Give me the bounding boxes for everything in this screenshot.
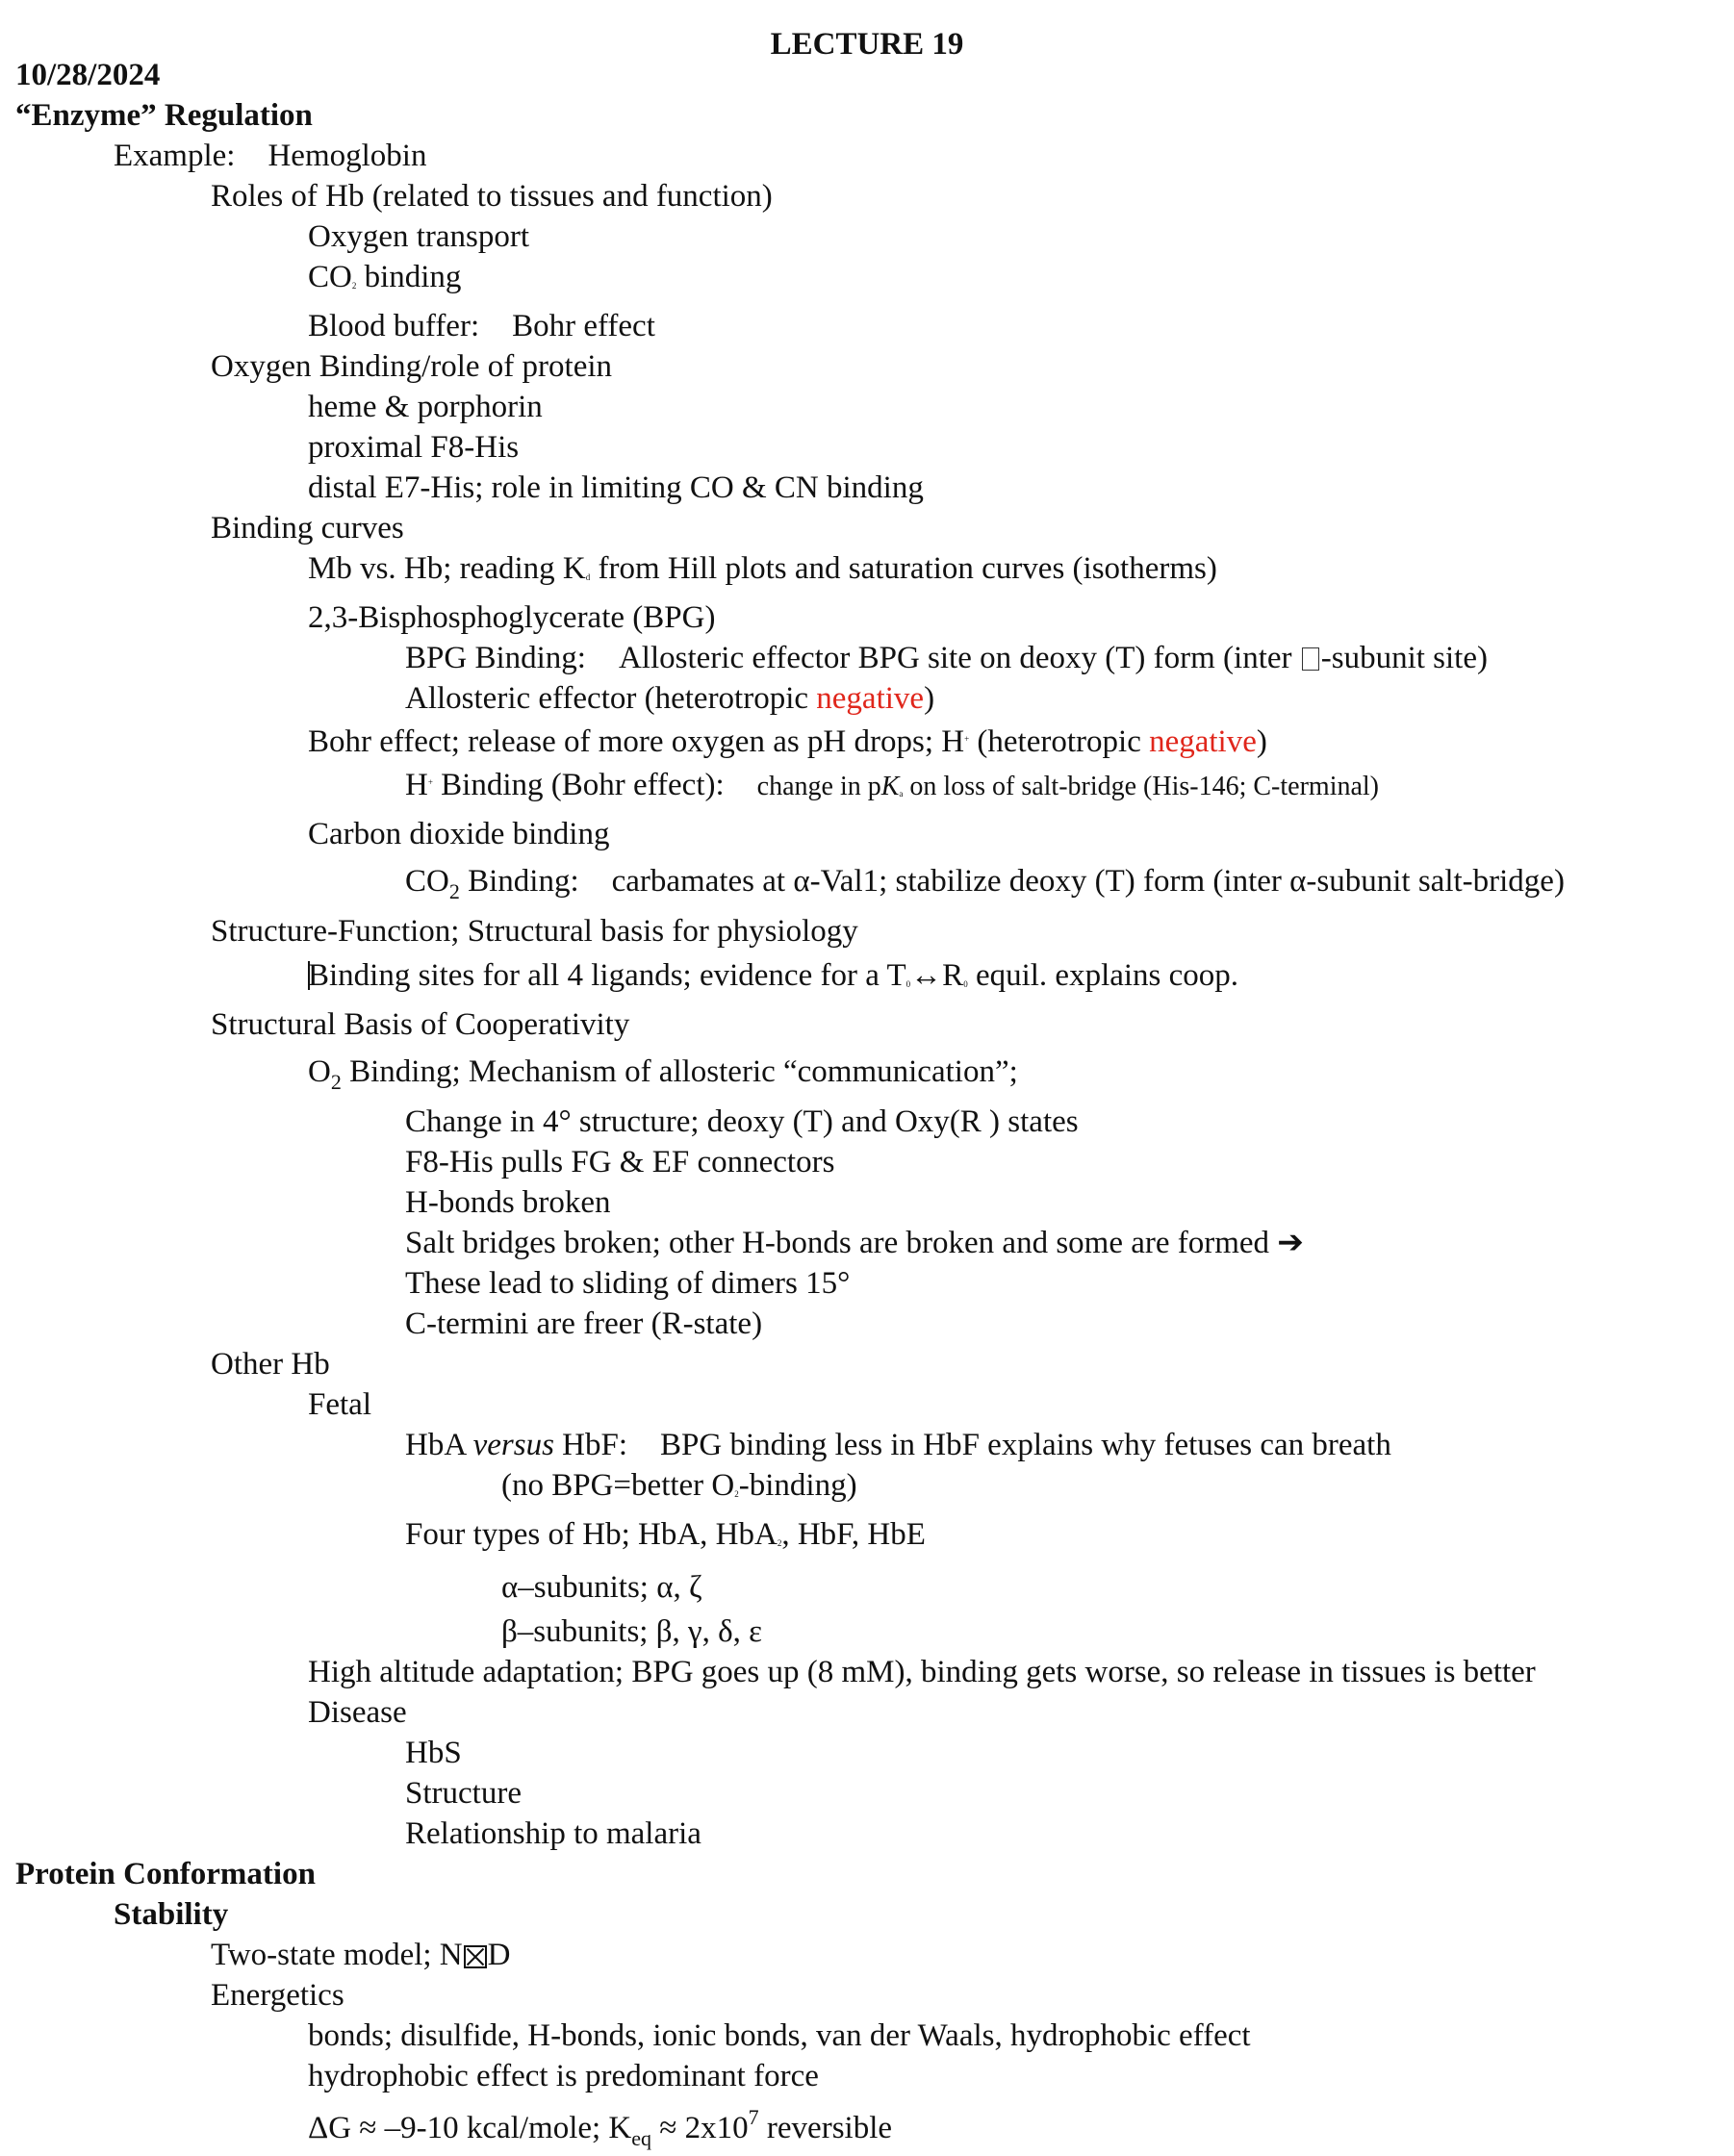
mb-vs-hb-item: Mb vs. Hb; reading Kd from Hill plots and saturation curves (isotherms)	[308, 551, 1217, 586]
malaria-item: Relationship to malaria	[405, 1816, 701, 1851]
no-bpg-item: (no BPG=better O2-binding)	[501, 1468, 857, 1503]
blood-buffer-item: Blood buffer: Bohr effect	[308, 309, 655, 343]
high-altitude-item: High altitude adaptation; BPG goes up (8 mM), binding gets worse, so release in tissues is better	[308, 1655, 1536, 1689]
two-state-model-item: Two-state model; N D	[211, 1938, 511, 1972]
o2-binding-item: $O_2$ Binding; Mechanism of allosteric “communication”;	[308, 1054, 1018, 1094]
other-hb-heading: Other Hb	[211, 1347, 330, 1382]
section-heading-protein-conformation: Protein Conformation	[15, 1857, 316, 1891]
example-value: Hemoglobin	[268, 139, 427, 173]
structure-function-heading: Structure-Function; Structural basis for physiology	[211, 914, 858, 949]
f8-his-item: F8-His pulls FG & EF connectors	[405, 1145, 835, 1179]
negative-highlight: negative	[1149, 724, 1257, 759]
hba-vs-hbf-item: HbA versus HbF: BPG binding less in HbF explains why fetuses can breath	[405, 1428, 1391, 1462]
fetal-heading: Fetal	[308, 1387, 371, 1422]
equilibrium-box-icon	[464, 1945, 487, 1968]
h-bonds-broken: H-bonds broken	[405, 1185, 611, 1220]
bpg-heading: 2,3-Bisphosphoglycerate (BPG)	[308, 600, 716, 635]
salt-bridges-item: Salt bridges broken; other H-bonds are broken and some are formed ➔	[405, 1226, 1304, 1260]
lecture-date: 10/28/2024	[15, 58, 161, 92]
allosteric-effector-item: Allosteric effector (heterotropic negative)	[405, 681, 935, 716]
sliding-dimers-item: These lead to sliding of dimers 15°	[405, 1266, 851, 1301]
four-types-item: Four types of Hb; HbA, HbA2, HbF, HbE	[405, 1517, 926, 1552]
distal-item: distal E7-His; role in limiting CO & CN binding	[308, 470, 924, 505]
hydrophobic-item: hydrophobic effect is predominant force	[308, 2059, 819, 2093]
oxygen-binding-heading: Oxygen Binding/role of protein	[211, 349, 613, 384]
section-heading-enzyme-regulation: “Enzyme” Regulation	[15, 98, 313, 133]
carbon-dioxide-heading: Carbon dioxide binding	[308, 817, 610, 851]
bonds-item: bonds; disulfide, H-bonds, ionic bonds, van der Waals, hydrophobic effect	[308, 2018, 1251, 2053]
beta-subunits-item: β–subunits; β, γ, δ, ε	[501, 1614, 763, 1649]
energetics-heading: Energetics	[211, 1978, 344, 2013]
missing-glyph-box	[1302, 647, 1319, 671]
roles-heading: Roles of Hb (related to tissues and function)	[211, 179, 773, 214]
co2-binding-item: CO2 binding	[308, 260, 462, 294]
binding-sites-item: Binding sites for all 4 ligands; evidence for a T0↔R0 equil. explains coop.	[308, 958, 1239, 993]
bohr-effect-item: Bohr effect; release of more oxygen as pH drops; H+ (heterotropic negative)	[308, 724, 1267, 759]
stability-heading: Stability	[114, 1897, 229, 1932]
structure-item: Structure	[405, 1776, 522, 1811]
c-termini-item: C-termini are freer (R-state)	[405, 1306, 763, 1341]
co2-binding-detail: $CO_2$ Binding: carbamates at α-Val1; stabilize deoxy (T) form (inter α-subunit salt-bridge)	[405, 864, 1565, 903]
cooperativity-heading: Structural Basis of Cooperativity	[211, 1007, 630, 1042]
lecture-title: LECTURE 19	[770, 27, 964, 62]
bpg-binding-item: BPG Binding: Allosteric effector BPG site on deoxy (T) form (inter -subunit site)	[405, 641, 1488, 675]
example-label: Example:	[114, 139, 236, 173]
proximal-item: proximal F8-His	[308, 430, 520, 465]
binding-curves-heading: Binding curves	[211, 511, 404, 545]
lecture-outline	[15, 58, 1728, 2156]
disease-heading: Disease	[308, 1695, 407, 1730]
hbs-item: HbS	[405, 1736, 462, 1770]
heme-item: heme & porphorin	[308, 390, 543, 424]
change-4-structure: Change in 4° structure; deoxy (T) and Oxy(R ) states	[405, 1104, 1079, 1139]
example-line	[15, 139, 1728, 174]
negative-highlight: negative	[816, 681, 925, 716]
h-binding-item: H+ Binding (Bohr effect): change in pKa on loss of salt-bridge (His-146; C-terminal)	[405, 768, 1380, 802]
alpha-subunits-item: α–subunits; α, ζ	[501, 1570, 702, 1605]
delta-g-item: ΔG ≈ –9-10 kcal/mole; $K_{eq} \approx 2x10^7$ reversible	[308, 2105, 893, 2150]
oxygen-transport: Oxygen transport	[308, 219, 530, 254]
